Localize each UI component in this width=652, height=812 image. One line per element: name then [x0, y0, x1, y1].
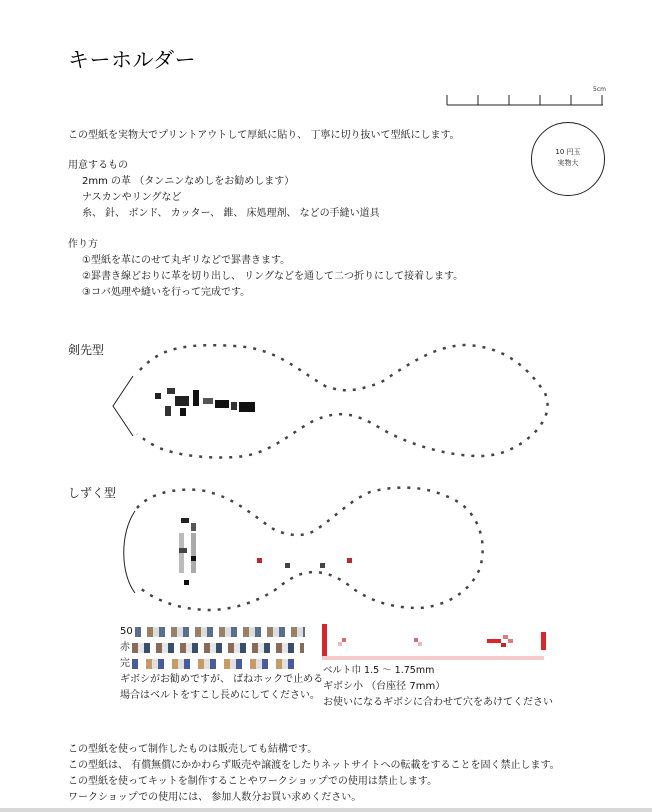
terms-line: この型紙は、 有償無償にかかわらず販売や譲渡をしたりネットサイトへの転載をすることを固く禁止します。 — [68, 760, 560, 771]
left-notes — [120, 624, 323, 704]
redacted-line — [120, 640, 323, 656]
materials-item: ナスカンやリングなど — [82, 192, 182, 203]
pattern-label-sword-tip: 剣先型 — [68, 343, 105, 357]
pattern-outline-drop — [115, 478, 505, 618]
redacted-block — [135, 627, 305, 637]
materials-item: 糸、 針、 ボンド、 カッター、 錐、 床処理剤、 などの手縫い道具 — [82, 208, 380, 219]
steps-section — [68, 237, 463, 301]
belt-width-note: ベルト巾 1.5 ～ 1.75mm — [323, 665, 435, 676]
page-bottom-edge — [0, 808, 652, 812]
step-item: ③コバ処理や縫いを行って完成です。 — [82, 287, 251, 298]
note-line: ギボシがお勧めですが、 ばねホックで止める — [120, 674, 324, 685]
note-line: 場合はベルトをすこし長めにしてください。 — [120, 690, 320, 701]
redacted-prefix: 50 — [120, 626, 133, 637]
belt-notes — [323, 663, 553, 711]
page-title: キーホルダー — [68, 48, 197, 72]
coin-reference-circle — [531, 122, 605, 196]
belt-strip-pattern — [322, 622, 548, 662]
pattern-outline-sword-tip — [105, 338, 565, 468]
coin-label-line2: 実物大 — [557, 159, 579, 167]
coin-label-line1: 10 円玉 — [555, 148, 581, 156]
redacted-prefix: 完 — [120, 658, 130, 669]
terms-line: ワークショップでの使用には、 参加人数分お買い求めください。 — [68, 792, 362, 803]
pattern-label-drop: しずく型 — [68, 486, 117, 500]
redacted-line — [120, 656, 323, 672]
terms-line: この型紙を使ってキットを制作することやワークショップでの使用は禁止します。 — [68, 776, 438, 787]
materials-heading: 用意するもの — [68, 160, 128, 171]
redacted-block — [132, 659, 300, 669]
scale-ruler — [446, 92, 604, 106]
step-item: ①型紙を革にのせて丸ギリなどで罫書きます。 — [82, 255, 291, 266]
steps-heading: 作り方 — [68, 239, 98, 250]
redacted-line — [120, 624, 323, 640]
terms-section — [68, 742, 560, 806]
redacted-prefix: 赤 — [120, 642, 130, 653]
materials-item: 2mm の革 （タンニンなめしをお勧めします） — [82, 176, 295, 187]
redacted-block — [132, 643, 304, 653]
step-item: ②罫書き線どおりに革を切り出し、 リングなどを通して二つ折りにして接着します。 — [82, 271, 464, 282]
terms-line: この型紙を使って制作したものは販売しても結構です。 — [68, 744, 318, 755]
materials-section — [68, 158, 380, 222]
giboshi-size-note: ギボシ小 （台座径 7mm） — [323, 681, 446, 692]
intro-text: この型紙を実物大でプリントアウトして厚紙に貼り、 丁寧に切り抜いて型紙にします。 — [68, 130, 460, 141]
scale-ruler-label: 5cm — [593, 86, 606, 93]
hole-note: お使いになるギボシに合わせて穴をあけてください — [323, 697, 553, 708]
